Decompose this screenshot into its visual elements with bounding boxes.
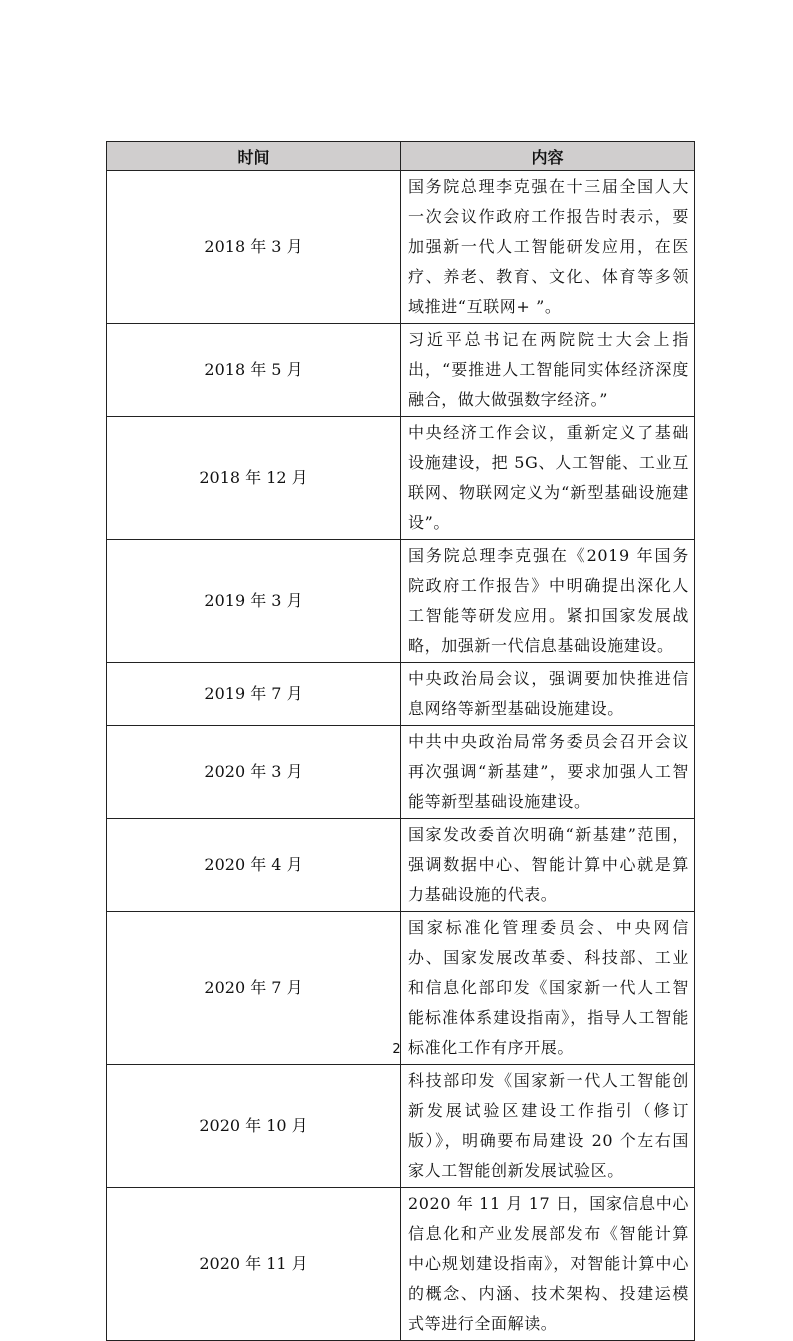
table-row: [107, 726, 695, 819]
content-cell: 国家标准化管理委员会、中央网信办、国家发展改革委、科技部、工业和信息化部印发《国家新一代人工智能标准体系建设指南》，指导人工智能标准化工作有序开展。: [401, 912, 695, 1065]
time-cell: 2020 年 7 月: [107, 912, 401, 1065]
table-row: [107, 819, 695, 912]
table-row: [107, 540, 695, 663]
time-cell: 2020 年 11 月: [107, 1188, 401, 1341]
content-cell: 科技部印发《国家新一代人工智能创新发展试验区建设工作指引（修订版）》，明确要布局建设 20 个左右国家人工智能创新发展试验区。: [401, 1065, 695, 1188]
time-cell: 2018 年 5 月: [107, 324, 401, 417]
content-cell: 习近平总书记在两院院士大会上指出，“要推进人工智能同实体经济深度融合，做大做强数字经济。”: [401, 324, 695, 417]
time-cell: 2020 年 4 月: [107, 819, 401, 912]
content-cell: 中央政治局会议，强调要加快推进信息网络等新型基础设施建设。: [401, 663, 695, 726]
table-header-row: [107, 142, 695, 171]
content-cell: 国务院总理李克强在《2019 年国务院政府工作报告》中明确提出深化人工智能等研发应用。紧扣国家发展战略，加强新一代信息基础设施建设。: [401, 540, 695, 663]
table-row: [107, 171, 695, 324]
time-cell: 2020 年 3 月: [107, 726, 401, 819]
content-cell: 国务院总理李克强在十三届全国人大一次会议作政府工作报告时表示，要加强新一代人工智能研发应用，在医疗、养老、教育、文化、体育等多领域推进“互联网+ ”。: [401, 171, 695, 324]
content-cell: 2020 年 11 月 17 日，国家信息中心信息化和产业发展部发布《智能计算中心规划建设指南》，对智能计算中心的概念、内涵、技术架构、投建运模式等进行全面解读。: [401, 1188, 695, 1341]
time-cell: 2019 年 3 月: [107, 540, 401, 663]
time-cell: 2018 年 3 月: [107, 171, 401, 324]
content-cell: 中央经济工作会议，重新定义了基础设施建设，把 5G、人工智能、工业互联网、物联网定义为“新型基础设施建设”。: [401, 417, 695, 540]
table-row: [107, 1188, 695, 1341]
table-row: [107, 663, 695, 726]
page-number: 2: [392, 1042, 401, 1057]
time-cell: 2018 年 12 月: [107, 417, 401, 540]
time-cell: 2019 年 7 月: [107, 663, 401, 726]
policy-timeline-table: [106, 141, 695, 1341]
time-cell: 2020 年 10 月: [107, 1065, 401, 1188]
content-cell: 中共中央政治局常务委员会召开会议再次强调“新基建”，要求加强人工智能等新型基础设施建设。: [401, 726, 695, 819]
content-column-header: 内容: [401, 142, 695, 171]
content-cell: 国家发改委首次明确“新基建”范围，强调数据中心、智能计算中心就是算力基础设施的代表。: [401, 819, 695, 912]
time-column-header: 时间: [107, 142, 401, 171]
table-row: [107, 324, 695, 417]
table-row: [107, 1065, 695, 1188]
table-row: [107, 417, 695, 540]
